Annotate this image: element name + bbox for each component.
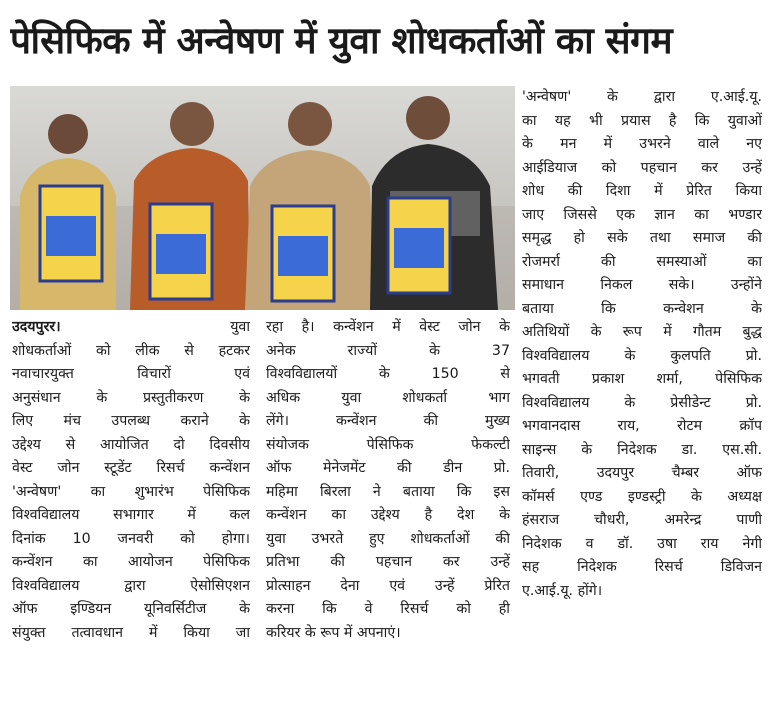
dateline: उदयपुरर। bbox=[12, 319, 61, 335]
column-1-line: शोधकर्ताओं को लीक से हटकर bbox=[12, 342, 250, 359]
column-3-line: ए.आई.यू. होंगे। bbox=[522, 582, 603, 599]
column-3-line: विश्वविद्यालय के प्रेसीडेन्ट प्रो. bbox=[522, 394, 762, 411]
column-1-line: दिनांक 10 जनवरी को होगा। bbox=[12, 530, 250, 547]
column-1-line: 'अन्वेषण' का शुभारंभ पेसिफिक bbox=[12, 483, 250, 500]
column-1-line: विश्वविद्यालय द्वारा ऐसोसिएशन bbox=[12, 577, 250, 594]
column-3-line: बताया कि कन्वेशन के bbox=[522, 300, 762, 317]
column-1-line: विश्वविद्यालय सभागार में कल bbox=[12, 507, 250, 523]
column-3-line: सह निदेशक रिसर्च डिविजन bbox=[522, 559, 762, 575]
column-3-line: अतिथियों के रूप में गौतम बुद्ध bbox=[522, 324, 762, 340]
article-column-1 bbox=[12, 316, 250, 645]
column-2-line: करना कि वे रिसर्च को ही bbox=[266, 601, 510, 617]
column-2-line: रहा है। कन्वेंशन में वेस्ट जोन के bbox=[266, 319, 510, 335]
column-2-line: कन्वेंशन का उद्देश्य है देश के bbox=[266, 507, 510, 523]
column-2-line: अधिक युवा शोधकर्ता भाग bbox=[266, 389, 510, 406]
column-1-line-0-text: युवा bbox=[230, 319, 250, 335]
group-photo-icon bbox=[10, 86, 515, 310]
headline: पेसिफिक में अन्वेषण में युवा शोधकर्ताओं का संगम bbox=[10, 19, 673, 62]
column-3-line: भगवानदास राय, रोटम क्रॉप bbox=[522, 418, 762, 434]
column-2-line: प्रतिभा की पहचान कर उन्हें bbox=[266, 554, 510, 570]
column-1-line: वेस्ट जोन स्टूडेंट रिसर्च कन्वेंशन bbox=[12, 460, 250, 476]
column-3-line: जाए जिससे एक ज्ञान का भण्डार bbox=[522, 206, 762, 223]
column-3-line: भगवती प्रकाश शर्मा, पेसिफिक bbox=[522, 371, 762, 387]
column-3-line: रोजमर्रा की समस्याओं का bbox=[522, 253, 762, 270]
column-1-line: अनुसंधान के प्रस्तुतीकरण के bbox=[12, 389, 250, 406]
column-1-line: लिए मंच उपलब्ध कराने के bbox=[12, 413, 250, 429]
column-1-line: नवाचारयुक्त विचारों एवं bbox=[12, 366, 250, 382]
column-3-line: 'अन्वेषण' के द्वारा ए.आई.यू. bbox=[522, 89, 762, 105]
column-2-line: करियर के रूप में अपनाएं। bbox=[266, 624, 401, 641]
column-3-line: शोध की दिशा में प्रेरित किया bbox=[522, 183, 762, 199]
article-column-2 bbox=[266, 316, 510, 645]
column-3-line: के मन में उभरने वाले नए bbox=[522, 136, 762, 152]
column-3-line: निदेशक व डॉ. उषा राय नेगी bbox=[522, 535, 762, 552]
column-3-line: तिवारी, उदयपुर चैम्बर ऑफ bbox=[522, 465, 762, 481]
column-1-line: उद्देश्य से आयोजित दो दिवसीय bbox=[12, 436, 250, 453]
column-1-line: कन्वेंशन का आयोजन पेसिफिक bbox=[12, 554, 250, 570]
column-2-line: ऑफ मेनेजमेंट की डीन प्रो. bbox=[266, 460, 510, 476]
column-2-line: प्रोत्साहन देना एवं उन्हें प्रेरित bbox=[266, 577, 510, 594]
column-2-line: लेंगे। कन्वेंशन की मुख्य bbox=[266, 413, 510, 429]
column-2-line: युवा उभरते हुए शोधकर्ताओं की bbox=[266, 530, 510, 547]
column-3-line: समाधान निकल सके। उन्होंने bbox=[522, 277, 762, 293]
column-3-line: हंसराज चौधरी, अमरेन्द्र पाणी bbox=[522, 512, 762, 528]
column-3-line: विश्वविद्यालय के कुलपति प्रो. bbox=[522, 347, 762, 364]
column-3-line: का यह भी प्रयास है कि युवाओं bbox=[522, 112, 762, 129]
column-3-line: समृद्ध हो सके तथा समाज की bbox=[522, 230, 762, 246]
column-3-line: कॉमर्स एण्ड इण्डस्ट्री के अध्यक्ष bbox=[522, 488, 762, 505]
column-3-line: साइन्स के निदेशक डा. एस.सी. bbox=[522, 441, 762, 458]
column-2-line: अनेक राज्यों के 37 bbox=[266, 342, 510, 359]
column-2-line: महिमा बिरला ने बताया कि इस bbox=[266, 483, 510, 500]
column-2-line: संयोजक पेसिफिक फेकल्टी bbox=[266, 436, 510, 453]
column-1-line: संयुक्त तत्वावधान में किया जा bbox=[12, 624, 250, 641]
column-1-line-0 bbox=[12, 316, 250, 340]
article-column-3 bbox=[522, 86, 762, 603]
column-2-line: विश्वविद्यालयों के 150 से bbox=[266, 366, 510, 382]
column-3-line: आईडियाज को पहचान कर उन्हें bbox=[522, 159, 762, 176]
column-1-line: ऑफ इण्डियन यूनिवर्सिटीज के bbox=[12, 601, 250, 617]
news-photo bbox=[10, 86, 515, 310]
